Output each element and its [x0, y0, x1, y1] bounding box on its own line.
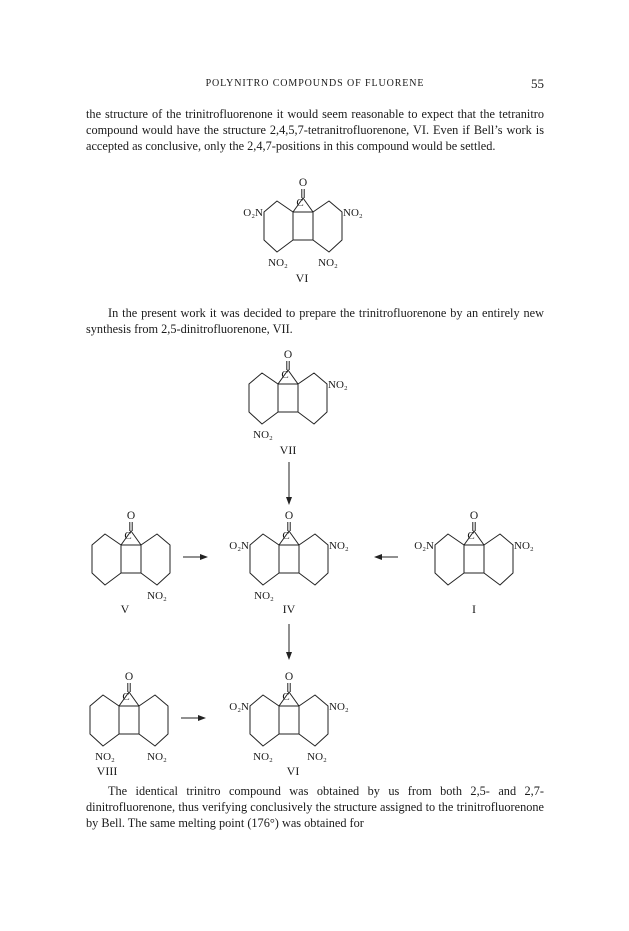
- carbon-label: C: [467, 530, 475, 542]
- arrow-i-to-iv: [374, 554, 398, 560]
- carbon-label: C: [282, 691, 290, 703]
- carbon-label: C: [282, 530, 290, 542]
- compound-label-vii: VII: [279, 443, 297, 457]
- structure-iv: [229, 510, 349, 616]
- nitro-group-7-label: NO₂: [343, 207, 363, 219]
- oxygen-label: O: [469, 510, 479, 522]
- oxygen-label: O: [298, 177, 308, 189]
- compound-label-vi: VI: [295, 271, 309, 285]
- carbon-label: C: [296, 197, 304, 209]
- nitro-group-7-label: NO₂: [514, 540, 534, 552]
- carbon-label: C: [122, 691, 130, 703]
- oxygen-label: O: [124, 671, 134, 683]
- structure-viii: [90, 671, 168, 778]
- nitro-group-4-label: NO₂: [253, 751, 273, 763]
- oxygen-label: O: [284, 671, 294, 683]
- arrow-vii-to-iv: [286, 462, 292, 505]
- nitro-group-2-label: NO₂: [328, 379, 348, 391]
- page-number: 55: [531, 76, 544, 91]
- nitro-group-4-label: NO₂: [95, 751, 115, 763]
- structure-i: [414, 510, 534, 616]
- structure-vi-bottom: [229, 671, 349, 778]
- paragraph-present-work: In the present work it was decided to prepare the trinitrofluorenone by an entirely new synthesis from 2,5-dinitrofluorenone, VII.: [86, 306, 544, 336]
- compound-label-vi: VI: [286, 764, 300, 778]
- paragraph-identical-compound: The identical trinitro compound was obtained by us from both 2,5- and 2,7-dinitrofluorenone, thus verifying conclusively the structure assigned to the trinitrofluorenone by Bell. The same melting point (176°) was obtained for: [86, 784, 544, 830]
- oxygen-label: O: [126, 510, 136, 522]
- arrow-viii-to-vi: [181, 715, 206, 721]
- structure-vi-top: [243, 177, 363, 285]
- nitro-group-2-label: O₂N: [243, 207, 263, 219]
- structure-vii: [249, 349, 348, 457]
- nitro-group-4-label: NO₂: [254, 590, 274, 602]
- arrow-iv-to-vi: [286, 624, 292, 660]
- nitro-group-5-label: NO₂: [318, 257, 338, 269]
- structure-v: [92, 510, 170, 616]
- compound-label-v: V: [120, 602, 130, 616]
- nitro-group-7-label: NO₂: [329, 540, 349, 552]
- running-title: POLYNITRO COMPOUNDS OF FLUORENE: [205, 78, 425, 89]
- paragraph-tetranitro-structure: the structure of the trinitrofluorenone it would seem reasonable to expect that the tetranitro compound would have the structure 2,4,5,7-tetranitrofluorenone, VI. Even if Bell’s work is accepted as conclusive, only the 2,4,7-positions in this compound would be settled.: [86, 107, 544, 153]
- arrow-v-to-iv: [183, 554, 208, 560]
- compound-label-viii: VIII: [96, 764, 118, 778]
- compound-label-i: I: [472, 602, 476, 616]
- nitro-group-2-label: O₂N: [229, 701, 249, 713]
- oxygen-label: O: [284, 510, 294, 522]
- carbon-label: C: [124, 530, 132, 542]
- oxygen-label: O: [283, 349, 293, 361]
- nitro-group-5-label: NO₂: [307, 751, 327, 763]
- carbon-label: C: [281, 369, 289, 381]
- nitro-group-4-label: NO₂: [147, 590, 167, 602]
- nitro-group-7-label: NO₂: [329, 701, 349, 713]
- compound-label-iv: IV: [282, 602, 296, 616]
- nitro-group-2-label: O₂N: [414, 540, 434, 552]
- nitro-group-5-label: NO₂: [147, 751, 167, 763]
- nitro-group-5-label: NO₂: [253, 429, 273, 441]
- nitro-group-4-label: NO₂: [268, 257, 288, 269]
- nitro-group-2-label: O₂N: [229, 540, 249, 552]
